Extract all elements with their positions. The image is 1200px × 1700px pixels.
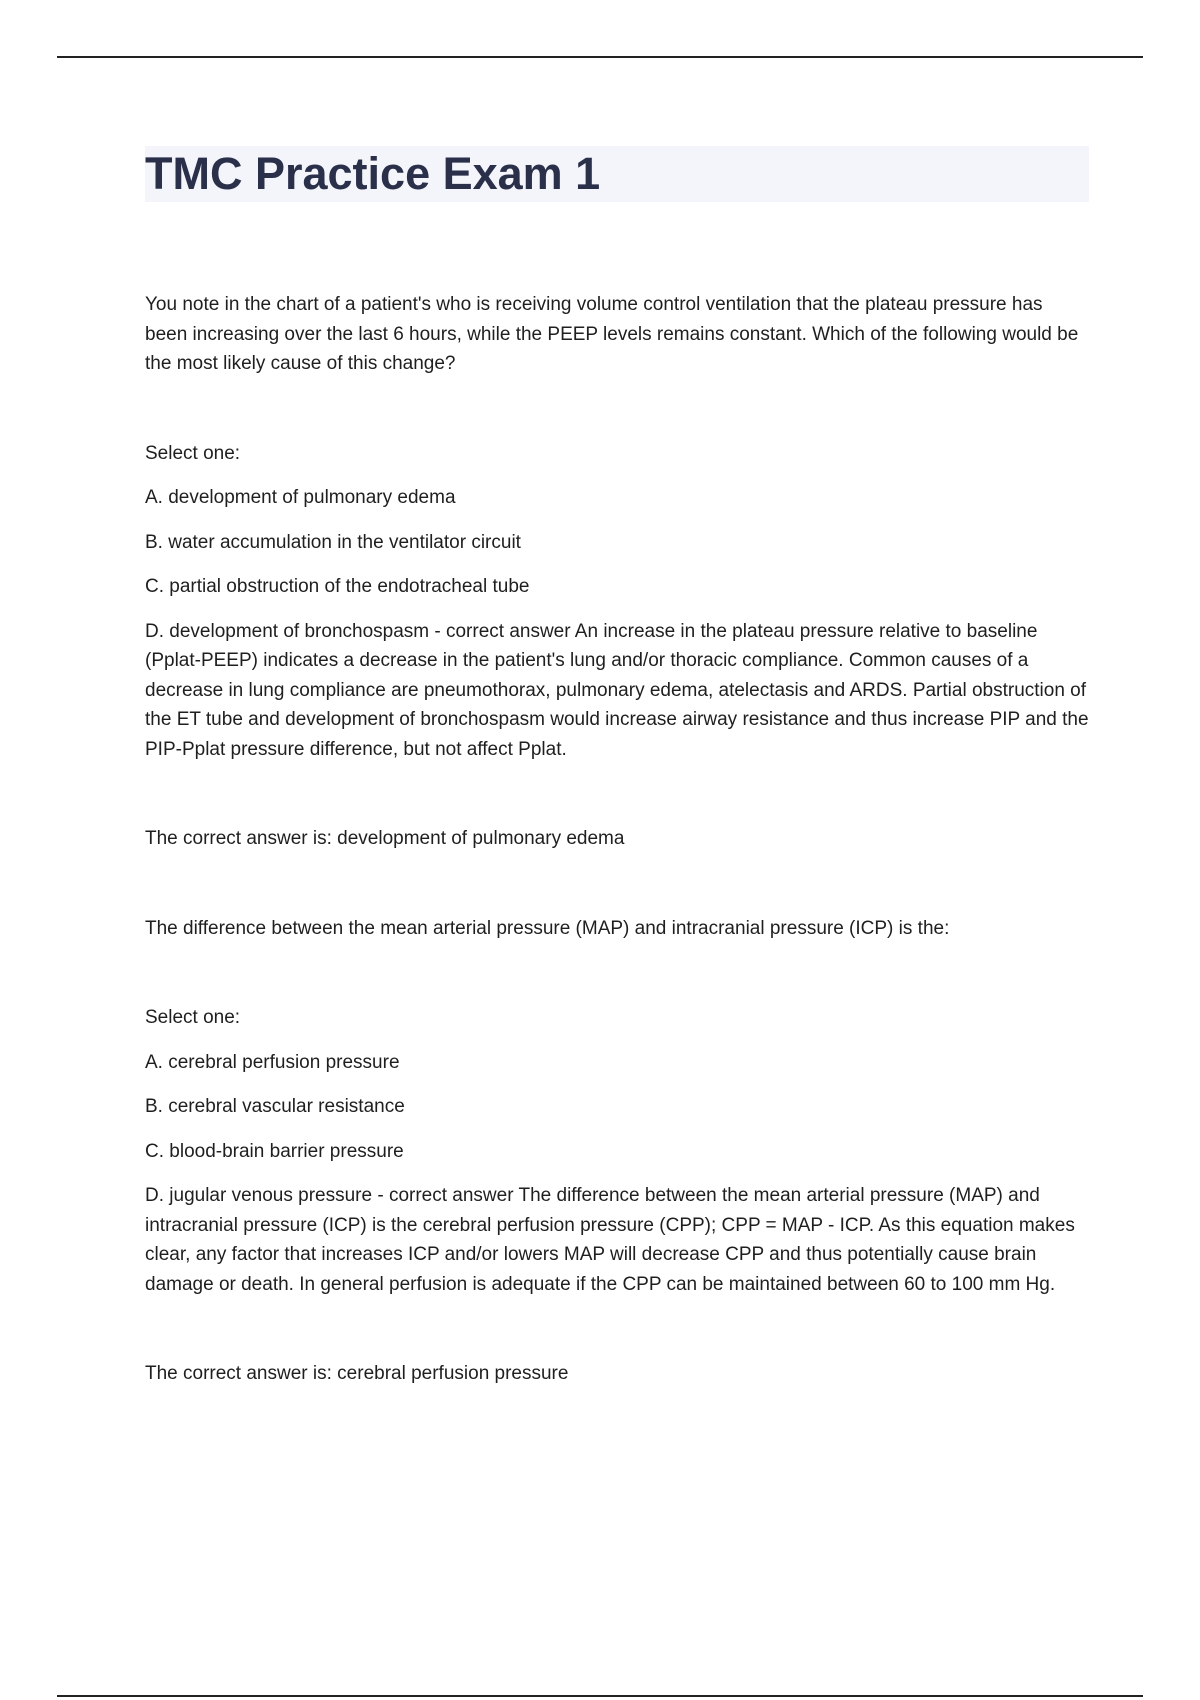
answer-option-d: D. jugular venous pressure - correct answer The difference between the mean arterial pressure (MAP) and intracranial pressure (ICP) is the cerebral perfusion pressure (CPP); CPP = MAP - ICP. As this equation makes clear, any factor that increases ICP and/or lowers MAP will decrease CPP and thus potentially cause brain damage or death. In general perfusion is adequate if the CPP can be maintained between 60 to 100 mm Hg.: [145, 1185, 1075, 1295]
document-body: [145, 290, 1090, 1449]
bottom-rule: [57, 1695, 1143, 1697]
title-banner: [145, 146, 1089, 202]
answer-option-a: A. cerebral perfusion pressure: [145, 1051, 400, 1073]
answer-option-d: D. development of bronchospasm - correct answer An increase in the plateau pressure relative to baseline (Pplat-PEEP) indicates a decrease in the patient's lung and/or thoracic compliance. Common causes of a decrease in lung compliance are pneumothorax, pulmonary edema, atelectasis and ARDS. Partial obstruction of the ET tube and development of bronchospasm would increase airway resistance and thus increase PIP and the PIP-Pplat pressure difference, but not affect Pplat.: [145, 620, 1089, 760]
correct-answer: The correct answer is: cerebral perfusion pressure: [145, 1363, 569, 1384]
answer-option-a: A. development of pulmonary edema: [145, 487, 456, 508]
question-stem: The difference between the mean arterial pressure (MAP) and intracranial pressure (ICP) is the:: [145, 917, 950, 939]
select-one-label: Select one:: [145, 1007, 241, 1028]
correct-answer: The correct answer is: development of pulmonary edema: [145, 828, 625, 849]
answer-option-c: C. blood-brain barrier pressure: [145, 1140, 404, 1162]
select-one-label: Select one:: [145, 442, 241, 464]
question-block: [145, 290, 1090, 854]
answer-option-b: B. water accumulation in the ventilator circuit: [145, 531, 521, 553]
answer-option-b: B. cerebral vascular resistance: [145, 1096, 405, 1117]
question-stem: You note in the chart of a patient's who is receiving volume control ventilation that the plateau pressure has been increasing over the last 6 hours, while the PEEP levels remains constant. Which of the following would be the most likely cause of this change?: [145, 294, 1079, 374]
question-block: [145, 914, 1090, 1389]
answer-option-c: C. partial obstruction of the endotracheal tube: [145, 576, 530, 597]
top-rule: [57, 56, 1143, 58]
page-title: TMC Practice Exam 1: [145, 148, 601, 199]
